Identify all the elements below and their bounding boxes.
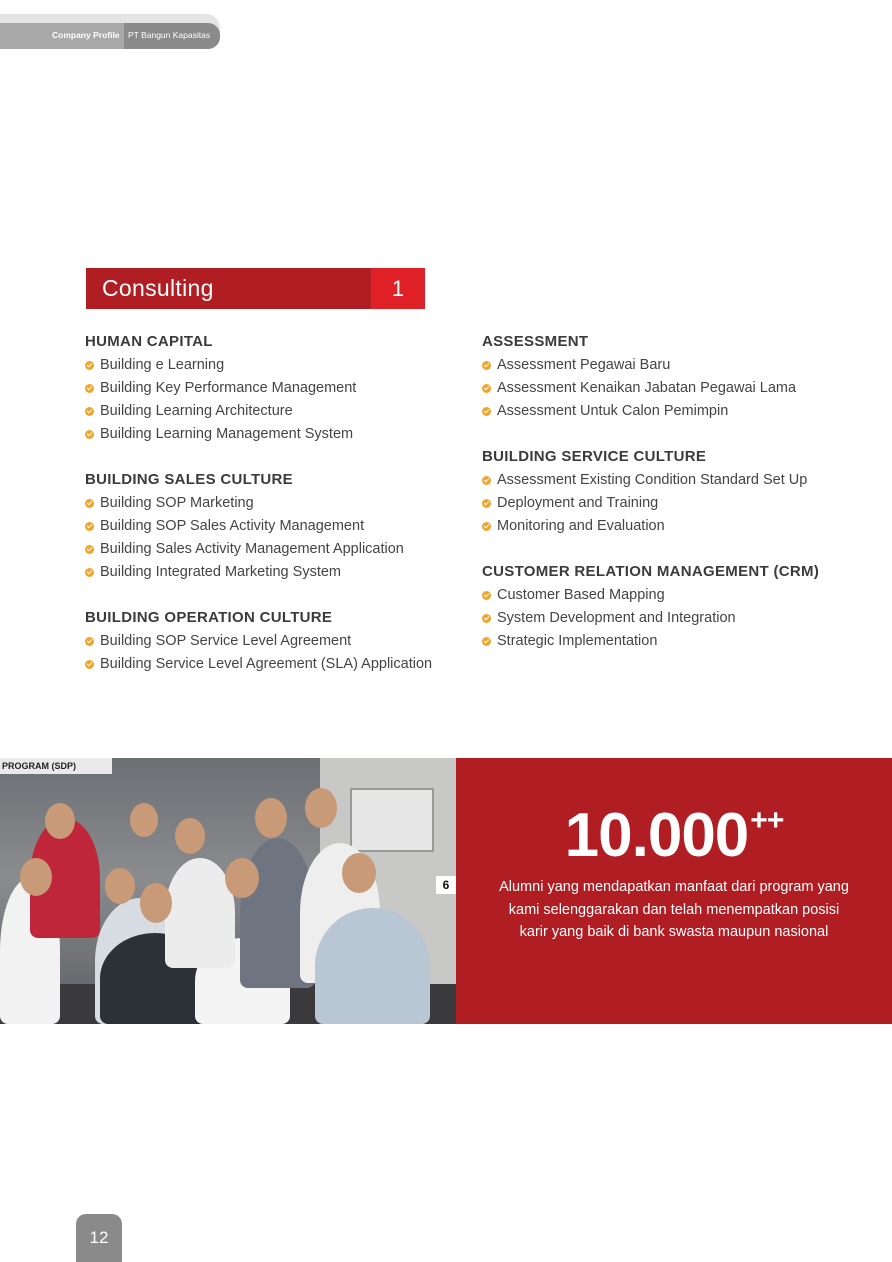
photo-face bbox=[175, 818, 205, 854]
service-item-label: Assessment Kenaikan Jabatan Pegawai Lama bbox=[497, 380, 797, 396]
photo-person bbox=[315, 908, 430, 1024]
photo-face bbox=[225, 858, 259, 898]
right-column bbox=[482, 333, 862, 678]
service-list-item bbox=[85, 493, 465, 516]
service-item-label: Building Integrated Marketing System bbox=[100, 564, 341, 580]
service-list-item bbox=[85, 539, 465, 562]
service-list-item bbox=[482, 470, 862, 493]
check-bullet-icon bbox=[482, 522, 491, 531]
service-item-label: Strategic Implementation bbox=[497, 633, 658, 649]
service-item-label: Deployment and Training bbox=[497, 495, 659, 511]
check-bullet-icon bbox=[85, 384, 94, 393]
service-list-item bbox=[482, 516, 862, 539]
check-bullet-icon bbox=[482, 476, 491, 485]
photo-face bbox=[130, 803, 158, 837]
service-group-title: BUILDING SERVICE CULTURE bbox=[482, 448, 707, 465]
service-list bbox=[482, 470, 862, 539]
check-bullet-icon bbox=[85, 660, 94, 669]
service-item-label: Building SOP Sales Activity Management bbox=[100, 518, 365, 534]
header-company-profile: Company Profile bbox=[52, 30, 120, 40]
check-bullet-icon bbox=[482, 614, 491, 623]
service-group bbox=[85, 609, 465, 677]
service-list bbox=[85, 631, 465, 677]
check-bullet-icon bbox=[482, 361, 491, 370]
service-group-title: HUMAN CAPITAL bbox=[85, 333, 213, 350]
header-tab bbox=[0, 14, 220, 49]
service-list bbox=[482, 585, 862, 654]
service-list-item bbox=[482, 401, 862, 424]
page-number: 12 bbox=[76, 1214, 122, 1262]
service-group bbox=[482, 563, 862, 654]
service-item-label: Building Key Performance Management bbox=[100, 380, 357, 396]
service-list bbox=[85, 355, 465, 447]
service-item-label: Building Learning Architecture bbox=[100, 403, 293, 419]
alumni-description: Alumni yang mendapatkan manfaat dari program yang kami selenggarakan dan telah menempatkan posisi karir yang baik di bank swasta maupun nasional bbox=[499, 879, 849, 940]
photo-face bbox=[255, 798, 287, 838]
check-bullet-icon bbox=[85, 545, 94, 554]
section-title: Consulting bbox=[102, 275, 214, 301]
service-list-item bbox=[85, 562, 465, 585]
service-list-item bbox=[85, 401, 465, 424]
check-bullet-icon bbox=[482, 384, 491, 393]
alumni-count-suffix: ++ bbox=[750, 804, 784, 837]
service-group bbox=[482, 448, 862, 539]
group-photo bbox=[0, 758, 456, 1024]
photo-face bbox=[140, 883, 172, 923]
service-list-item bbox=[85, 516, 465, 539]
service-item-label: Building SOP Marketing bbox=[100, 495, 254, 511]
service-group-title: BUILDING SALES CULTURE bbox=[85, 471, 293, 488]
service-item-label: Building e Learning bbox=[100, 357, 225, 373]
alumni-count-value: 10.000 bbox=[564, 801, 749, 870]
service-list-item bbox=[482, 493, 862, 516]
service-group-title: CUSTOMER RELATION MANAGEMENT (CRM) bbox=[482, 563, 820, 580]
service-list-item bbox=[482, 585, 862, 608]
service-item-label: Building SOP Service Level Agreement bbox=[100, 633, 352, 649]
service-list-item bbox=[85, 631, 465, 654]
check-bullet-icon bbox=[85, 407, 94, 416]
service-list-item bbox=[85, 378, 465, 401]
check-bullet-icon bbox=[85, 522, 94, 531]
section-number: 1 bbox=[371, 268, 425, 309]
service-item-label: Monitoring and Evaluation bbox=[497, 518, 665, 534]
check-bullet-icon bbox=[482, 591, 491, 600]
check-bullet-icon bbox=[85, 499, 94, 508]
service-list-item bbox=[85, 424, 465, 447]
service-group-title: ASSESSMENT bbox=[482, 333, 589, 350]
check-bullet-icon bbox=[85, 637, 94, 646]
service-item-label: Building Sales Activity Management Application bbox=[100, 541, 404, 557]
service-list bbox=[85, 493, 465, 585]
photo-whiteboard bbox=[350, 788, 434, 852]
check-bullet-icon bbox=[482, 407, 491, 416]
service-list-item bbox=[85, 355, 465, 378]
alumni-count bbox=[456, 800, 892, 871]
service-group-title: BUILDING OPERATION CULTURE bbox=[85, 609, 333, 626]
service-group bbox=[482, 333, 862, 424]
alumni-stat-panel bbox=[456, 758, 892, 1024]
left-column bbox=[85, 333, 465, 701]
service-item-label: Assessment Untuk Calon Pemimpin bbox=[497, 403, 729, 419]
photo-face bbox=[105, 868, 135, 904]
service-item-label: Building Service Level Agreement (SLA) Application bbox=[100, 656, 433, 672]
header-company-name: PT Bangun Kapasitas bbox=[128, 30, 211, 40]
photo-banner-text: PROGRAM (SDP) bbox=[0, 758, 112, 774]
service-list-item bbox=[482, 608, 862, 631]
service-list-item bbox=[85, 654, 465, 677]
service-list bbox=[482, 355, 862, 424]
check-bullet-icon bbox=[85, 430, 94, 439]
section-title-bar bbox=[86, 268, 425, 309]
photo-face bbox=[305, 788, 337, 828]
service-list-item bbox=[482, 355, 862, 378]
service-item-label: Assessment Existing Condition Standard Set Up bbox=[497, 472, 808, 488]
photo-face bbox=[342, 853, 376, 893]
check-bullet-icon bbox=[85, 568, 94, 577]
service-item-label: Building Learning Management System bbox=[100, 426, 354, 442]
service-list-item bbox=[482, 631, 862, 654]
service-item-label: Customer Based Mapping bbox=[497, 587, 665, 603]
check-bullet-icon bbox=[482, 637, 491, 646]
photo-face bbox=[20, 858, 52, 896]
check-bullet-icon bbox=[482, 499, 491, 508]
service-item-label: Assessment Pegawai Baru bbox=[497, 357, 671, 373]
photo-face bbox=[45, 803, 75, 839]
service-list-item bbox=[482, 378, 862, 401]
service-group bbox=[85, 471, 465, 585]
photo-table-sign: 6 bbox=[436, 876, 456, 894]
check-bullet-icon bbox=[85, 361, 94, 370]
service-group bbox=[85, 333, 465, 447]
service-item-label: System Development and Integration bbox=[497, 610, 736, 626]
